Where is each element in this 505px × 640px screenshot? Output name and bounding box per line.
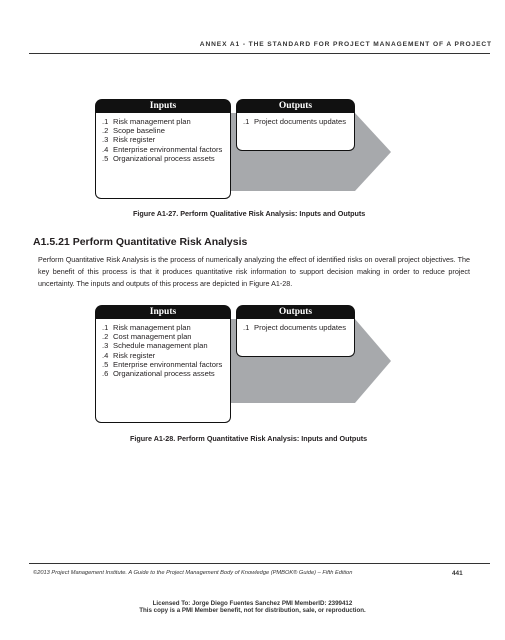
section-heading: A1.5.21 Perform Quantitative Risk Analysis [33,236,248,248]
figure-caption: Figure A1-27. Perform Qualitative Risk Analysis: Inputs and Outputs [133,209,366,218]
inputs-header: Inputs [95,305,231,319]
section-paragraph: Perform Quantitative Risk Analysis is the process of numerically analyzing the effect of identified risks on overall project objectives. The key benefit of this process is that it produces quantitative risk information to support decision making in order to reduce project uncertainty. The inputs and outputs of this process are depicted in Figure A1-28. [38,255,470,289]
list-item: .1 Risk management plan [102,323,191,332]
list-item: .2 Cost management plan [102,332,192,342]
page-number: 441 [452,570,463,577]
figure-caption: Figure A1-28. Perform Quantitative Risk Analysis: Inputs and Outputs [130,434,368,443]
outputs-header: Outputs [236,99,355,113]
list-item: .2 Scope baseline [102,126,165,136]
list-item: .1 Project documents updates [243,323,347,332]
outputs-box [236,113,355,151]
list-item: .1 Project documents updates [243,117,347,126]
license-line: This copy is a PMI Member benefit, not for distribution, sale, or reproduction. [139,607,366,615]
footer-rule [29,563,490,564]
figure-a1-27-diagram [95,97,391,207]
header-rule [29,53,490,54]
list-item: .4 Risk register [102,350,156,360]
outputs-header: Outputs [236,305,355,319]
license-notice [0,600,505,615]
copyright-notice: ©2013 Project Management Institute. A Guide to the Project Management Body of Knowledge (PMBOK® Guide) – Fifth Edition [33,570,353,576]
list-item: .3 Risk register [102,135,156,145]
list-item: .5 Organizational process assets [102,153,215,163]
list-item: .5 Enterprise environmental factors [102,359,223,369]
outputs-list [237,113,354,126]
outputs-list [237,319,354,332]
inputs-box [95,319,231,423]
inputs-box [95,113,231,199]
inputs-header: Inputs [95,99,231,113]
figure-a1-28-diagram [95,303,391,427]
outputs-box [236,319,355,357]
inputs-list [96,319,230,378]
list-item: .3 Schedule management plan [102,341,208,351]
license-line: Licensed To: Jorge Diego Fuentes Sanchez PMI MemberID: 2399412 [152,600,353,607]
list-item: .1 Risk management plan [102,117,191,126]
list-item: .6 Organizational process assets [102,369,215,379]
running-header: ANNEX A1 - THE STANDARD FOR PROJECT MANAGEMENT OF A PROJECT [199,41,492,48]
list-item: .4 Enterprise environmental factors [102,144,223,154]
inputs-list [96,113,230,163]
